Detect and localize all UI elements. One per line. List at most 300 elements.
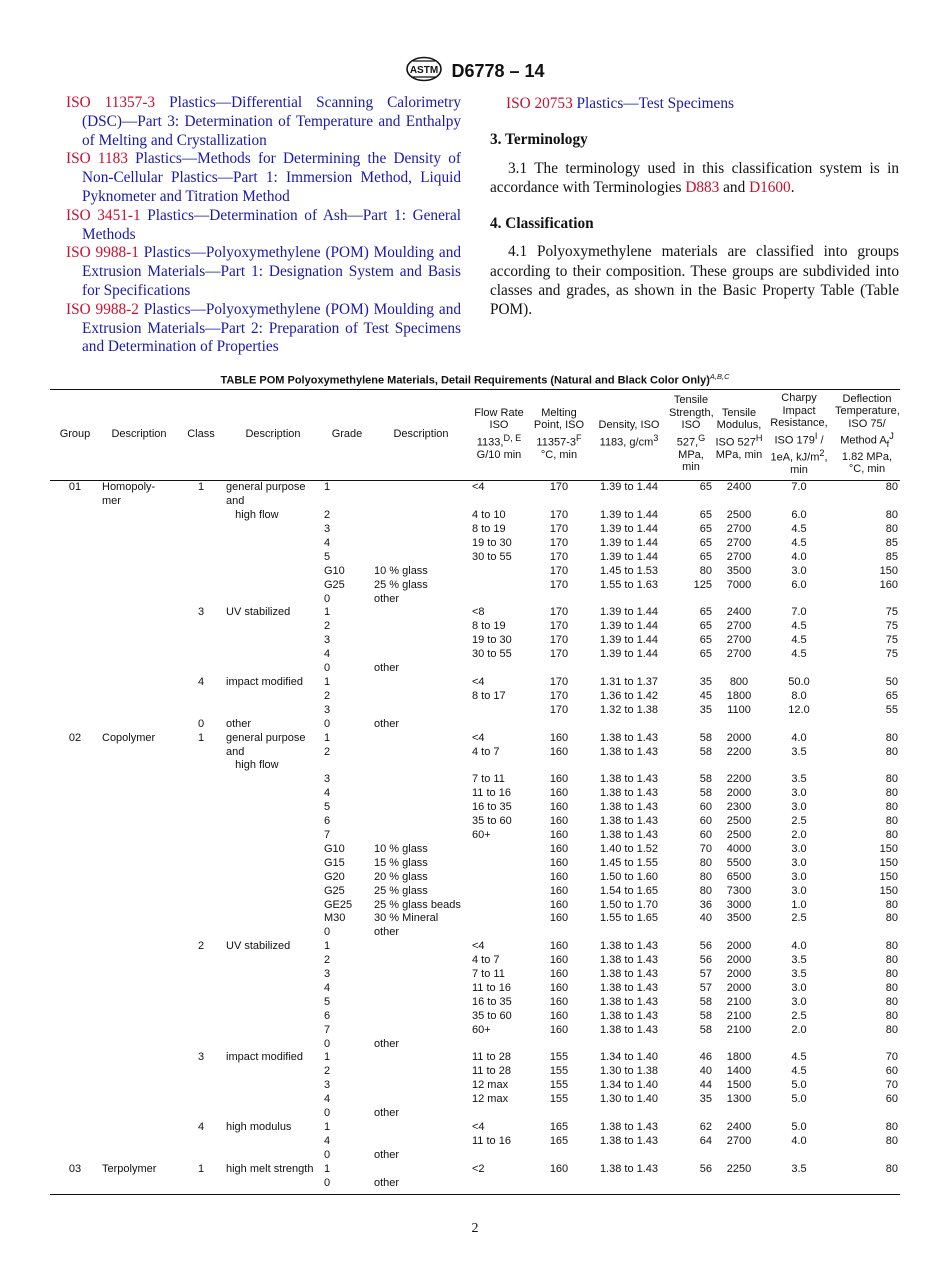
cell-deflection-temp: 160 xyxy=(879,578,898,591)
cell-grade-description xyxy=(372,982,470,996)
cell-tensile-strength: 60 xyxy=(699,815,712,828)
cell-deflection-temp xyxy=(834,593,900,607)
reference-code[interactable]: ISO 9988-2 xyxy=(66,300,139,318)
cell-group xyxy=(50,718,100,732)
table-row xyxy=(50,801,900,815)
cell-tensile-modulus: 2700 xyxy=(726,620,752,633)
cell-tensile-strength: 35 xyxy=(699,1093,712,1106)
cell-grade: 4 xyxy=(324,981,331,994)
cell-tensile-modulus: 3000 xyxy=(726,898,752,911)
table-row xyxy=(50,662,900,676)
reference-code[interactable]: ISO 11357-3 xyxy=(66,94,156,111)
cell-flow-rate xyxy=(470,843,528,857)
cell-flow-rate xyxy=(470,1149,528,1163)
cell-group-description xyxy=(100,1121,178,1135)
cell-group-description xyxy=(100,1038,178,1052)
cell-grade: 4 xyxy=(324,1134,331,1147)
paragraph-3-1: 3.1 The terminology used in this classification system is in accordance with Terminologies D883 and D1600. xyxy=(490,159,899,196)
cell-tensile-strength: 44 xyxy=(699,1079,712,1092)
cell-group-description xyxy=(100,676,178,690)
cell-deflection-temp: 80 xyxy=(885,995,898,1008)
cell-deflection-temp: 80 xyxy=(885,912,898,925)
cell-group-description xyxy=(100,1051,178,1065)
table-row xyxy=(50,787,900,801)
cell-flow-rate: <8 xyxy=(472,606,485,619)
cell-grade-description: other xyxy=(374,1037,400,1050)
table-row xyxy=(50,634,900,648)
cell-charpy-impact: 8.0 xyxy=(791,689,807,702)
cell-tensile-modulus: 2100 xyxy=(726,1023,752,1036)
cell-melting-point: 165 xyxy=(549,1121,569,1133)
cell-charpy-impact: 3.5 xyxy=(791,954,807,967)
cell-group-description xyxy=(100,593,178,607)
cell-tensile-modulus: 2500 xyxy=(726,815,752,828)
cell-charpy-impact: 3.0 xyxy=(791,856,807,869)
cell-class-description xyxy=(224,857,322,871)
cell-tensile-modulus: 3500 xyxy=(726,912,752,925)
cell-class-description: impact modified xyxy=(226,1051,304,1064)
cell-grade-description xyxy=(372,523,470,537)
cell-class-description xyxy=(224,815,322,829)
cell-group-description xyxy=(100,579,178,593)
cell-class xyxy=(178,843,224,857)
cell-grade-description xyxy=(372,1093,470,1107)
cell-grade: 2 xyxy=(324,620,331,633)
cell-flow-rate xyxy=(470,857,528,871)
table-row xyxy=(50,815,900,829)
cell-melting-point xyxy=(528,1107,590,1121)
cell-class xyxy=(178,1079,224,1093)
cell-flow-rate: 8 to 19 xyxy=(472,523,506,536)
cell-deflection-temp: 85 xyxy=(885,536,898,549)
cell-melting-point: 160 xyxy=(549,828,569,841)
cell-tensile-modulus: 800 xyxy=(729,676,749,688)
col-header-deflection: Deflection Temperature, ISO 75/ Method $A_f^J$ 1.82 MPa, °C, min xyxy=(834,390,900,481)
cell-group xyxy=(50,690,100,704)
cell-density: 1.31 to 1.37 xyxy=(599,676,659,688)
cell-deflection-temp xyxy=(834,1038,900,1052)
cell-tensile-strength: 58 xyxy=(699,773,712,786)
cell-grade: 4 xyxy=(324,1093,331,1106)
cell-charpy-impact: 4.5 xyxy=(791,536,807,549)
cell-density: 1.55 to 1.65 xyxy=(599,912,659,925)
cell-charpy-impact xyxy=(764,718,834,732)
cell-charpy-impact: 3.0 xyxy=(791,801,807,814)
cell-group xyxy=(50,954,100,968)
reference-code[interactable]: ISO 9988-1 xyxy=(66,244,139,262)
cell-group xyxy=(50,1093,100,1107)
cell-melting-point: 160 xyxy=(549,856,569,869)
table-row xyxy=(50,843,900,857)
table-row xyxy=(50,954,900,968)
cell-density: 1.38 to 1.43 xyxy=(599,995,659,1008)
cell-tensile-strength: 36 xyxy=(699,898,712,911)
svg-text:ASTM: ASTM xyxy=(410,65,439,76)
cell-tensile-modulus: 7300 xyxy=(726,884,752,897)
cell-tensile-modulus: 3500 xyxy=(726,564,752,577)
cell-flow-rate xyxy=(470,912,528,926)
cell-tensile-strength xyxy=(668,1149,714,1163)
cell-grade: 3 xyxy=(324,634,331,647)
cell-melting-point: 160 xyxy=(549,773,569,786)
cell-density: 1.45 to 1.53 xyxy=(599,564,659,577)
cell-group xyxy=(50,565,100,579)
col-header-charpy: Charpy Impact Resistance, ISO $179^I / 1eA$, $kJ/m^2$, min xyxy=(764,390,834,481)
cell-grade: G15 xyxy=(324,856,345,869)
cell-charpy-impact: 2.5 xyxy=(791,815,807,828)
cell-charpy-impact: 5.0 xyxy=(791,1079,807,1092)
cell-deflection-temp xyxy=(834,1107,900,1121)
cell-tensile-modulus: 2700 xyxy=(726,550,752,563)
cell-density: 1.34 to 1.40 xyxy=(599,1079,659,1092)
cell-class: 3 xyxy=(197,1051,205,1064)
cell-grade-description xyxy=(372,537,470,551)
cell-grade: 0 xyxy=(324,662,331,675)
cell-grade-description xyxy=(372,704,470,718)
reference-code[interactable]: ISO 20753 xyxy=(506,95,573,112)
cell-tensile-modulus xyxy=(714,1107,764,1121)
cell-group xyxy=(50,593,100,607)
cell-melting-point: 155 xyxy=(549,1051,569,1064)
cell-melting-point: 170 xyxy=(549,703,569,716)
cell-class-description xyxy=(224,829,322,843)
cell-tensile-strength: 35 xyxy=(699,703,712,716)
cell-deflection-temp: 80 xyxy=(885,940,898,953)
cell-flow-rate: <4 4 to 7 xyxy=(472,731,500,758)
cell-tensile-modulus: 2500 xyxy=(726,509,752,522)
cell-group-description xyxy=(100,537,178,551)
cell-group-description xyxy=(100,982,178,996)
cell-deflection-temp: 80 xyxy=(885,981,898,994)
cell-density: 1.38 to 1.43 xyxy=(599,787,659,800)
cell-charpy-impact: 4.5 xyxy=(791,1065,807,1078)
cell-class xyxy=(178,1135,224,1149)
cell-density: 1.39 to 1.44 xyxy=(599,536,659,549)
cell-grade-description xyxy=(372,676,470,690)
cell-density: 1.40 to 1.52 xyxy=(599,842,659,855)
cell-melting-point: 160 xyxy=(549,981,569,994)
cell-tensile-modulus: 1300 xyxy=(726,1093,752,1106)
cell-tensile-modulus: 2700 xyxy=(726,634,752,647)
cell-class-description xyxy=(224,1149,322,1163)
cell-grade-description: 25 % glass beads xyxy=(374,898,461,911)
cell-class xyxy=(178,982,224,996)
cell-tensile-modulus: 2700 xyxy=(726,523,752,536)
cell-tensile-strength xyxy=(668,718,714,732)
section-heading-classification: 4. Classification xyxy=(490,215,594,233)
cell-deflection-temp: 80 xyxy=(885,1134,898,1147)
cell-class xyxy=(178,996,224,1010)
cell-deflection-temp: 80 xyxy=(885,1023,898,1036)
cell-flow-rate: 30 to 55 xyxy=(472,648,512,661)
cell-tensile-strength: 45 xyxy=(699,689,712,702)
cell-group-description xyxy=(100,704,178,718)
cell-class: 1 xyxy=(197,481,205,494)
table-row xyxy=(50,1065,900,1079)
table-row xyxy=(50,968,900,982)
cell-class-description xyxy=(224,704,322,718)
cell-class-description: impact modified xyxy=(226,676,304,688)
cell-grade-description xyxy=(372,968,470,982)
cell-melting-point xyxy=(528,718,590,732)
cell-density: 1.39 to 1.44 xyxy=(599,523,659,536)
reference-title: Plastics—Differential Scanning Calorimetry (DSC)—Part 3: Determination of Temperature and Enthalpy of Melting and Crystallization xyxy=(82,94,462,149)
cell-melting-point: 160 xyxy=(549,912,569,925)
cell-group-description xyxy=(100,551,178,565)
cell-flow-rate: 12 max xyxy=(472,1093,509,1106)
cell-class xyxy=(178,634,224,648)
link-d1600[interactable]: D1600 xyxy=(749,178,791,196)
cell-class xyxy=(178,815,224,829)
table-row xyxy=(50,606,900,620)
cell-deflection-temp xyxy=(834,926,900,940)
cell-grade: 6 xyxy=(324,1009,331,1022)
cell-grade: 5 xyxy=(324,801,331,814)
cell-grade-description xyxy=(372,829,470,843)
cell-melting-point: 170 xyxy=(549,689,569,702)
page-number: 2 xyxy=(471,1221,479,1236)
cell-tensile-strength: 46 xyxy=(699,1051,712,1064)
cell-deflection-temp: 70 xyxy=(885,1051,898,1064)
cell-tensile-modulus: 1100 xyxy=(727,703,751,716)
reference-item xyxy=(66,244,461,300)
cell-grade: 3 xyxy=(324,1079,331,1092)
cell-group-description xyxy=(100,606,178,620)
cell-charpy-impact xyxy=(764,1149,834,1163)
cell-flow-rate xyxy=(470,1107,528,1121)
cell-density: 1.55 to 1.63 xyxy=(599,578,659,591)
cell-class xyxy=(178,968,224,982)
cell-deflection-temp: 80 xyxy=(885,787,898,800)
cell-tensile-strength xyxy=(668,662,714,676)
cell-deflection-temp xyxy=(834,662,900,676)
cell-group xyxy=(50,899,100,913)
cell-charpy-impact xyxy=(764,1038,834,1052)
cell-grade-description xyxy=(372,690,470,704)
cell-deflection-temp: 80 xyxy=(885,1009,898,1022)
cell-grade: 3 xyxy=(324,968,331,981)
cell-flow-rate xyxy=(470,1038,528,1052)
cell-class xyxy=(178,871,224,885)
cell-class-description xyxy=(224,648,322,662)
cell-class xyxy=(178,926,224,940)
cell-density: 1.30 to 1.38 xyxy=(599,1065,659,1078)
cell-class-description xyxy=(224,787,322,801)
cell-group-description: Homopoly- mer xyxy=(102,481,156,508)
link-d883[interactable]: D883 xyxy=(685,178,720,196)
cell-tensile-strength: 65 xyxy=(699,536,712,549)
cell-flow-rate: 35 to 60 xyxy=(472,1009,512,1022)
cell-charpy-impact: 5.0 xyxy=(791,1121,807,1133)
cell-grade: 4 xyxy=(324,787,331,800)
cell-grade-description: 25 % glass xyxy=(374,578,428,591)
cell-group xyxy=(50,1107,100,1121)
cell-tensile-modulus: 2000 xyxy=(726,954,752,967)
cell-class xyxy=(178,829,224,843)
cell-deflection-temp: 150 xyxy=(879,564,898,577)
cell-group xyxy=(50,940,100,954)
cell-tensile-modulus: 2000 xyxy=(726,787,752,800)
cell-density: 1.45 to 1.55 xyxy=(599,856,659,869)
cell-grade-description xyxy=(372,481,470,509)
cell-class-description: general purpose and high flow xyxy=(226,731,306,772)
cell-flow-rate: 4 to 10 xyxy=(472,509,506,522)
cell-group xyxy=(50,676,100,690)
cell-flow-rate xyxy=(470,662,528,676)
table-row xyxy=(50,704,900,718)
cell-group xyxy=(50,829,100,843)
cell-group xyxy=(50,912,100,926)
cell-grade-description: other xyxy=(374,717,400,730)
cell-group xyxy=(50,648,100,662)
cell-tensile-strength: 80 xyxy=(699,856,712,869)
cell-tensile-modulus xyxy=(714,593,764,607)
cell-grade: 2 xyxy=(324,954,331,967)
cell-tensile-strength: 80 xyxy=(699,564,712,577)
cell-density xyxy=(590,926,668,940)
reference-item xyxy=(66,94,461,150)
cell-melting-point: 160 xyxy=(528,1163,590,1194)
cell-melting-point: 160 xyxy=(549,968,569,981)
cell-melting-point xyxy=(528,662,590,676)
cell-density xyxy=(590,718,668,732)
cell-charpy-impact: 6.0 xyxy=(791,578,807,591)
cell-grade-description: other xyxy=(374,592,400,605)
cell-charpy-impact: 4.0 xyxy=(791,940,807,953)
cell-class xyxy=(178,648,224,662)
col-header-group: Group xyxy=(50,390,100,481)
cell-charpy-impact: 3.0 xyxy=(791,981,807,994)
cell-class xyxy=(178,1038,224,1052)
cell-class-description: UV stabilized xyxy=(226,606,291,619)
col-header-tensile-strength: Tensile Strength, ISO 527,$^G$ MPa, min xyxy=(668,390,714,481)
cell-density: 1.36 to 1.42 xyxy=(599,689,659,702)
cell-class xyxy=(178,857,224,871)
table-body xyxy=(50,481,900,1194)
cell-charpy-impact: 3.0 xyxy=(791,564,807,577)
cell-group-description xyxy=(100,843,178,857)
reference-code[interactable]: ISO 3451-1 xyxy=(66,206,141,224)
cell-charpy-impact: 3.0 xyxy=(791,870,807,883)
cell-deflection-temp: 75 xyxy=(885,620,898,633)
cell-tensile-strength: 65 xyxy=(699,606,712,619)
cell-flow-rate: 7 to 11 xyxy=(472,773,505,786)
cell-group xyxy=(50,843,100,857)
cell-class-description xyxy=(224,537,322,551)
cell-tensile-modulus: 2700 xyxy=(726,536,752,549)
cell-tensile-modulus: 1800 xyxy=(726,689,752,702)
cell-grade: 1 xyxy=(324,676,331,688)
cell-flow-rate: 11 to 16 xyxy=(472,981,511,994)
page-header xyxy=(0,56,950,87)
cell-group xyxy=(50,620,100,634)
cell-class-description xyxy=(224,593,322,607)
cell-melting-point: 170 xyxy=(549,648,569,661)
cell-charpy-impact: 4.0 3.5 xyxy=(791,731,807,758)
cell-charpy-impact: 12.0 xyxy=(788,703,810,716)
cell-grade: G10 xyxy=(324,842,345,855)
cell-grade-description xyxy=(372,787,470,801)
astm-logo-icon xyxy=(405,56,443,87)
cell-group-description xyxy=(100,885,178,899)
cell-melting-point: 170 xyxy=(549,509,569,522)
cell-flow-rate xyxy=(470,565,528,579)
reference-title: Plastics—Polyoxymethylene (POM) Moulding and Extrusion Materials—Part 1: Designation System and Basis for Specifications xyxy=(82,244,462,299)
cell-grade: 0 xyxy=(324,717,331,730)
cell-charpy-impact xyxy=(764,662,834,676)
cell-group-description xyxy=(100,926,178,940)
cell-class-description xyxy=(224,579,322,593)
cell-density xyxy=(590,1038,668,1052)
cell-group-description xyxy=(100,815,178,829)
cell-group xyxy=(50,1065,100,1079)
cell-grade: 3 xyxy=(324,703,331,716)
cell-flow-rate: 11 to 28 xyxy=(472,1051,511,1064)
cell-class-description: other xyxy=(226,717,252,730)
cell-group xyxy=(50,1079,100,1093)
cell-group xyxy=(50,801,100,815)
table-row xyxy=(50,551,900,565)
cell-grade: G10 xyxy=(324,564,345,577)
cell-density: 1.39 to 1.44 xyxy=(599,550,659,563)
cell-deflection-temp xyxy=(834,718,900,732)
cell-tensile-strength: 56 xyxy=(699,954,712,967)
table-row xyxy=(50,565,900,579)
reference-title: Plastics—Polyoxymethylene (POM) Moulding and Extrusion Materials—Part 2: Preparation of Test Specimens and Determination of Properties xyxy=(82,300,462,356)
cell-class: 1 xyxy=(178,1163,224,1194)
cell-class-description xyxy=(224,801,322,815)
cell-class-description xyxy=(224,1024,322,1038)
cell-class: 1 xyxy=(197,731,205,744)
reference-code[interactable]: ISO 1183 xyxy=(66,150,128,168)
table-row xyxy=(50,676,900,690)
cell-group-description xyxy=(100,509,178,523)
cell-class xyxy=(178,1107,224,1121)
cell-density: 1.38 to 1.43 xyxy=(599,1009,659,1022)
cell-class-description xyxy=(224,912,322,926)
cell-melting-point: 160 xyxy=(549,940,569,953)
cell-density: 1.38 to 1.43 xyxy=(599,773,659,786)
cell-class-description: general purpose and xyxy=(226,481,306,508)
cell-grade: 5 xyxy=(324,995,331,1008)
cell-grade-description xyxy=(372,801,470,815)
cell-grade-description xyxy=(372,1065,470,1079)
cell-charpy-impact xyxy=(764,593,834,607)
cell-class-description xyxy=(224,634,322,648)
cell-flow-rate: 8 to 17 xyxy=(472,689,506,702)
cell-group: 03 xyxy=(50,1163,100,1194)
reference-title: Plastics—Determination of Ash—Part 1: General Methods xyxy=(82,206,461,243)
cell-class-description xyxy=(224,662,322,676)
cell-tensile-strength: 58 58 xyxy=(699,731,712,758)
cell-group xyxy=(50,1149,100,1163)
table-row xyxy=(50,523,900,537)
cell-class xyxy=(178,537,224,551)
cell-group xyxy=(50,787,100,801)
cell-tensile-modulus: 2700 xyxy=(726,1134,752,1147)
cell-flow-rate: 8 to 19 xyxy=(472,620,506,633)
cell-class xyxy=(178,690,224,704)
cell-density: 1.30 to 1.40 xyxy=(599,1093,659,1106)
cell-grade-description: 10 % glass xyxy=(374,842,428,855)
cell-class: 2 xyxy=(197,940,205,953)
cell-grade-description xyxy=(372,648,470,662)
cell-class-description xyxy=(224,1107,322,1121)
cell-grade-description: 10 % glass xyxy=(374,564,428,577)
cell-density: 1.38 to 1.43 xyxy=(599,828,659,841)
cell-grade: 6 xyxy=(324,815,331,828)
cell-charpy-impact: 3.0 xyxy=(791,995,807,1008)
